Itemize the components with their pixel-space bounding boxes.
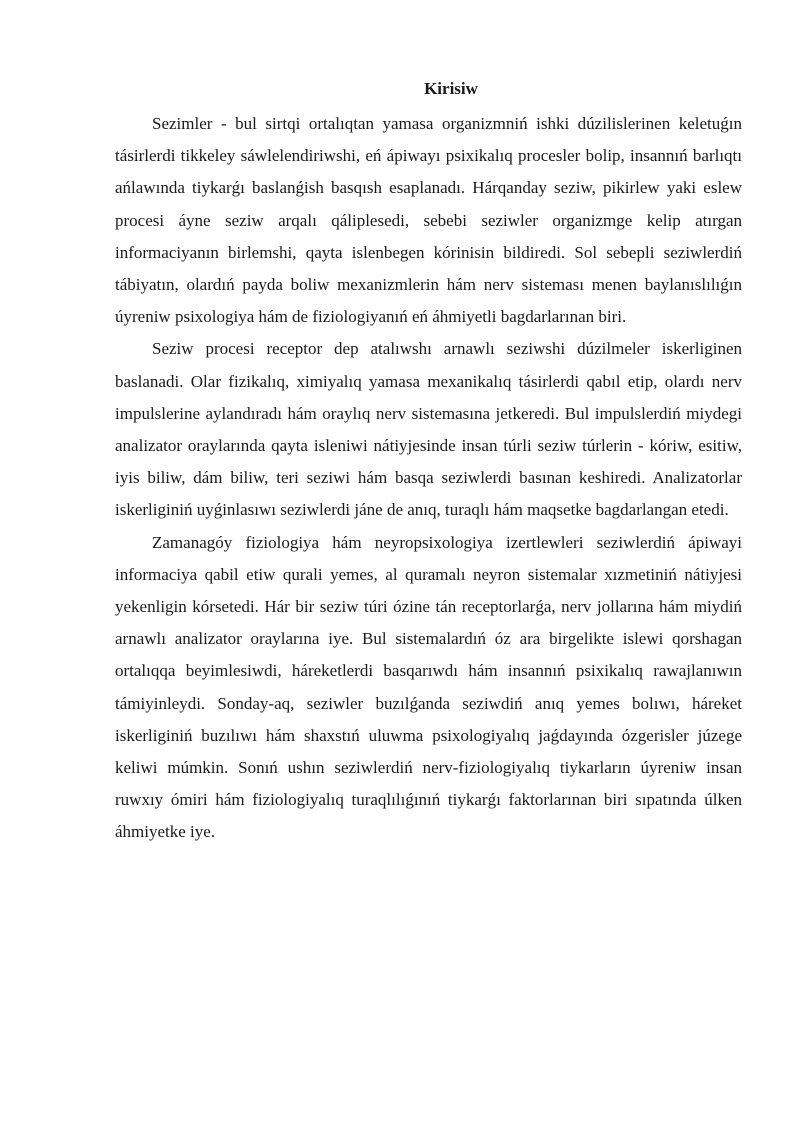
document-body bbox=[115, 76, 742, 849]
paragraph-1: Sezimler - bul sirtqi ortalıqtan yamasa organizmniń ishki dúzilislerinen keletuǵın tásirlerdi tikkeley sáwlelendiriwshi, eń ápiwayı psixikalıq procesler bolip, insannıń barlıqtı ańlawında tiykarǵı baslanǵish basqısh esaplanadı. Hárqanday seziw, pikirlew yaki eslew procesi áyne seziw arqalı qáliplesedi, sebebi seziwler organizmge kelip atırgan informaciyanın birlemshi, qayta islenbegen kórinisin bildiredi. Sol sebepli seziwlerdiń tábiyatın, olardıń payda boliw mexanizmlerin hám nerv sisteması menen baylanıslılıǵın úyreniw psixologiya hám de fiziologiyanıń eń áhmiyetli bagdarlarınan biri. bbox=[115, 114, 742, 327]
paragraph-3: Zamanagóy fiziologiya hám neyropsixologiya izertlewleri seziwlerdiń ápiwayi informaciya qabil etiw qurali yemes, al quramalı neyron sistemalar xızmetiniń nátiyjesi yekenligin kórsetedi. Hár bir seziw túri ózine tán receptorlarǵa, nerv jollarına hám miydiń arnawlı analizator oraylarına iye. Bul sistemalardıń óz ara birgelikte islewi qorshagan ortalıqqa beyimlesiwdi, háreketlerdi basqarıwdı hám insannıń psixikalıq rawajlanıwın támiyinleydi. Sonday-aq, seziwler buzılǵanda seziwdiń anıq yemes bolıwı, háreket iskerliginiń buzılıwı hám shaxstıń uluwma psixologiyalıq jaǵdayında ózgerisler júzege keliwi múmkin. Sonıń ushın seziwlerdiń nerv-fiziologiyalıq tiykarların úyreniw insan ruwxıy ómiri hám fiziologiyalıq turaqlılıǵınıń tiykarǵı faktorlarınan biri sıpatında úlken áhmiyetke iye. bbox=[115, 532, 742, 842]
document-title: Kirisiw bbox=[424, 79, 478, 98]
paragraph-2: Seziw procesi receptor dep atalıwshı arnawlı seziwshi dúzilmeler iskerliginen baslanadi. Olar fizikalıq, ximiyalıq yamasa mexanikalıq tásirlerdi qabıl etip, olardı nerv impulslerine aylandıradı hám oraylıq nerv sistemasına jetkeredi. Bul impulslerdiń miydegi analizator oraylarında qayta isleniwi nátiyjesinde insan túrli seziw túrlerin - kóriw, esitiw, iyis biliw, dám biliw, teri seziwi hám basqa seziwlerdi basınan keshiredi. Analizatorlar iskerliginiń uyǵinlasıwı seziwlerdi jáne de anıq, turaqlı hám maqsetke bagdarlangan etedi. bbox=[115, 339, 742, 520]
